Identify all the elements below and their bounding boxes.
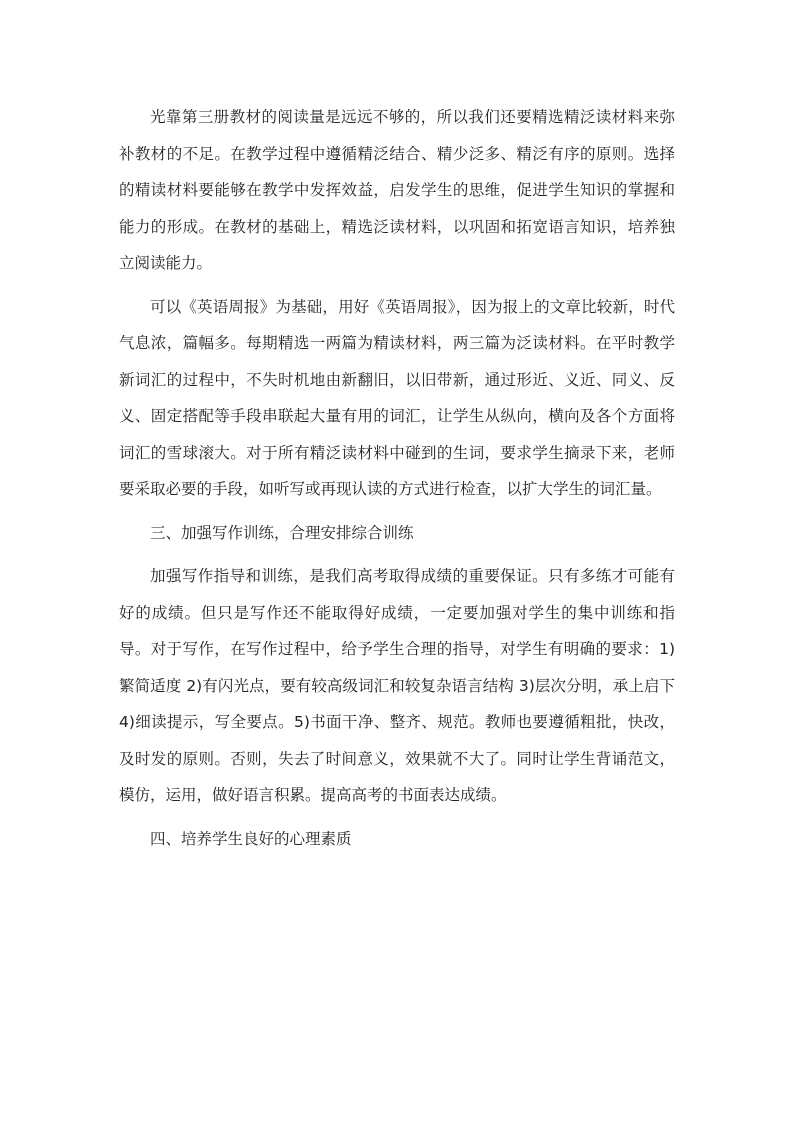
paragraph-reading-materials: 光靠第三册教材的阅读量是远远不够的，所以我们还要精选精泛读材料来弥补教材的不足。在教学过程中遵循精泛结合、精少泛多、精泛有序的原则。选择的精读材料要能够在教学中发挥效益，启发学生的思维，促进学生知识的掌握和能力的形成。在教材的基础上，精选泛读材料，以巩固和拓宽语言知识，培养独立阅读能力。	[119, 108, 675, 272]
section-heading-psychological-quality: 四、培养学生良好的心理素质	[150, 829, 352, 848]
section-heading-writing-training: 三、加强写作训练，合理安排综合训练	[150, 523, 414, 542]
paragraph-english-weekly: 可以《英语周报》为基础，用好《英语周报》，因为报上的文章比较新，时代气息浓，篇幅多。每期精选一两篇为精读材料，两三篇为泛读材料。在平时教学新词汇的过程中，不失时机地由新翻旧，以旧带新，通过形近、义近、同义、反义、固定搭配等手段串联起大量有用的词汇，让学生从纵向，横向及各个方面将词汇的雪球滚大。对于所有精泛读材料中碰到的生词，要求学生摘录下来，老师要采取必要的手段，如听写或再现认读的方式进行检查，以扩大学生的词汇量。	[119, 297, 675, 498]
paragraph-writing-guidance: 加强写作指导和训练，是我们高考取得成绩的重要保证。只有多练才可能有好的成绩。但只是写作还不能取得好成绩，一定要加强对学生的集中训练和指导。对于写作，在写作过程中，给予学生合理的指导，对学生有明确的要求：1)繁简适度 2)有闪光点，要有较高级词汇和较复杂语言结构 3)层次分明，承上启下 4)细读提示，写全要点。5)书面干净、整齐、规范。教师也要遵循粗批，快改，及时发的原则。否则，失去了时间意义，效果就不大了。同时让学生背诵范文，模仿，运用，做好语言积累。提高高考的书面表达成绩。	[119, 567, 675, 804]
document-page	[119, 99, 675, 864]
